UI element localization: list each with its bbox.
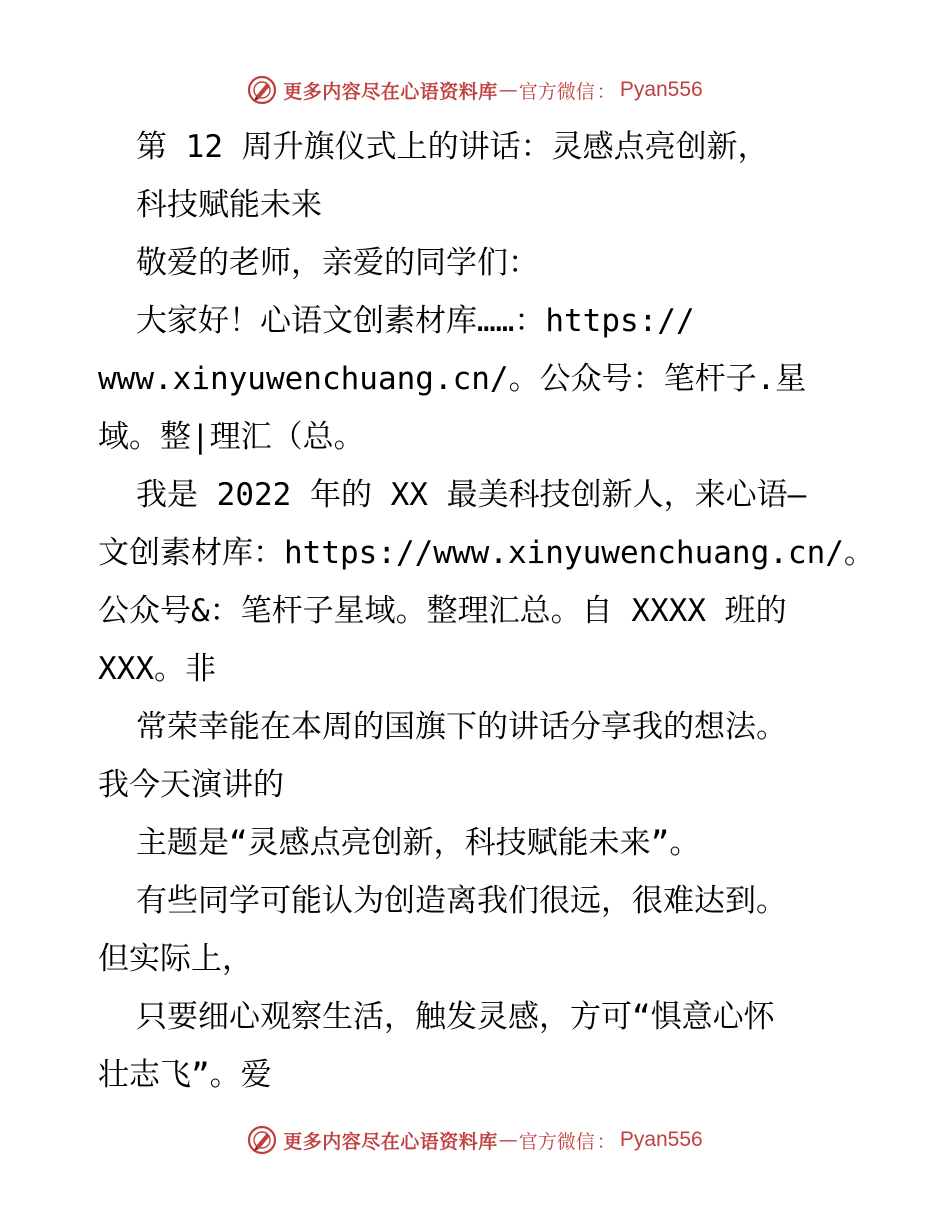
banner-wechat-label: 官方微信 [518,1130,595,1153]
paragraph-line: 但实际上， [98,941,253,977]
banner-colon: ： [596,1130,616,1153]
banner-promo-text: 更多内容尽在心语资料库 [283,1130,498,1153]
banner-promo-text: 更多内容尽在心语资料库 [283,80,498,103]
pen-nib-logo-icon [247,75,277,105]
paragraph-line: 公众号&：笔杆子星域。整理汇总。自 XXXX 班的 [98,593,787,629]
paragraph-line: 主题是“灵感点亮创新，科技赋能未来”。 [136,825,701,861]
paragraph-line: 大家好！心语文创素材库……：https:// [136,303,695,339]
footer-banner [0,1120,950,1160]
salutation-line: 敬爱的老师，亲爱的同学们： [136,245,539,281]
paragraph-line: 文创素材库：https://www.xinyuwenchuang.cn/。 [98,535,875,571]
banner-separator: — [498,79,518,101]
banner-separator: — [498,1129,518,1151]
paragraph-line: 壮志飞”。爱 [98,1057,272,1093]
banner-wechat-label: 官方微信 [518,80,595,103]
title-line: 第 12 周升旗仪式上的讲话：灵感点亮创新， [136,129,769,165]
header-banner [0,70,950,110]
paragraph-line: 常荣幸能在本周的国旗下的讲话分享我的想法。 [136,709,787,745]
banner-colon: ： [596,80,616,103]
paragraph-line: 只要细心观察生活，触发灵感，方可“惧意心怀 [136,999,775,1035]
paragraph-line: 我今天演讲的 [98,767,284,803]
title-line: 科技赋能未来 [136,187,322,223]
banner-wechat-id: Pyan556 [619,1128,703,1151]
paragraph-line: 有些同学可能认为创造离我们很远，很难达到。 [136,883,787,919]
pen-nib-logo-icon [247,1125,277,1155]
banner-wechat-id: Pyan556 [619,78,703,101]
document-body [98,118,875,1104]
paragraph-line: 我是 2022 年的 XX 最美科技创新人，来心语— [136,477,807,513]
paragraph-line: www.xinyuwenchuang.cn/。公众号：笔杆子.星 [98,361,807,397]
paragraph-line: XXX。非 [98,651,216,687]
paragraph-line: 域。整|理汇（总。 [98,419,365,455]
